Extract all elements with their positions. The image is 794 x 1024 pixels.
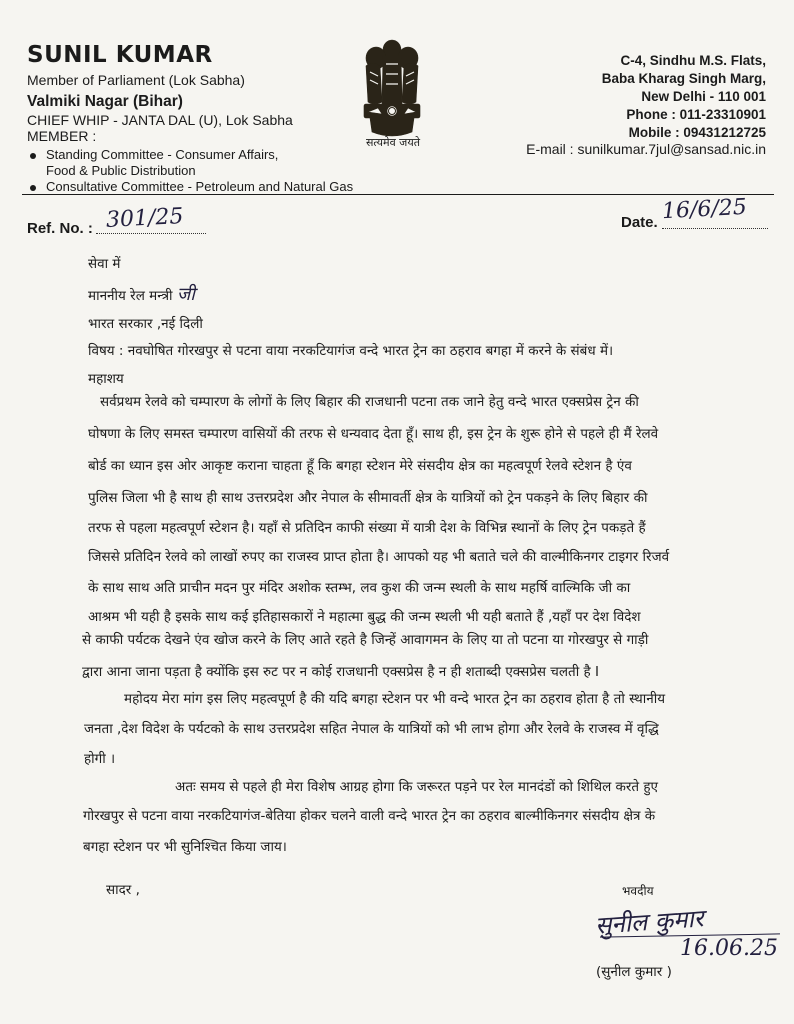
address-line: New Delhi - 110 001 xyxy=(641,89,766,104)
yours-faithfully: भवदीय xyxy=(622,884,654,898)
email-line: E-mail : sunilkumar.7jul@sansad.nic.in xyxy=(526,141,766,157)
signature-date: 16.06.25 xyxy=(680,936,778,961)
signature: सुनील कुमार xyxy=(594,904,705,940)
greeting: महाशय xyxy=(88,371,124,387)
member-label: MEMBER : xyxy=(27,128,97,144)
mobile-line: Mobile : 09431212725 xyxy=(628,125,766,140)
paragraph-line: गोरखपुर से पटना वाया नरकटियागंज-बेतिया होकर चलने वाली वन्दे भारत ट्रेन का ठहराव बाल्मीकिनगर संसदीय क्षेत्र के xyxy=(83,808,656,824)
paragraph-line: अतः समय से पहले ही मेरा विशेष आग्रह होगा कि जरूरत पड़ने पर रेल मानदंडों को शिथिल करते हुए xyxy=(175,779,659,795)
committee-item-cont: Food & Public Distribution xyxy=(46,163,196,178)
paragraph-line: आश्रम भी यही है इसके साथ कई इतिहासकारों ने महात्मा बुद्ध की जन्म स्थली भी यही बताते हैं ,यहाँ पर देश विदेश xyxy=(88,609,641,625)
phone-line: Phone : 011-23310901 xyxy=(626,107,766,122)
letterhead-divider xyxy=(22,194,774,195)
paragraph-line: घोषणा के लिए समस्त चम्पारण वासियों की तरफ से धन्यवाद देता हूँ। साथ ही, इस ट्रेन के शुरू होने से पहले ही मैं रेलवे xyxy=(88,426,659,442)
paragraph-line: पुलिस जिला भी है साथ ही साथ उत्तरप्रदेश और नेपाल के सीमावर्ती क्षेत्र के यात्रियों को ट्रेन पकड़ने के लिए बिहार की xyxy=(88,490,648,506)
sender-name: SUNIL KUMAR xyxy=(27,42,213,68)
recipient-line: माननीय रेल मन्त्री जी xyxy=(88,284,195,305)
paragraph-line: द्वारा आना जाना पड़ता है क्योंकि इस रुट पर न कोई राजधानी एक्सप्रेस है न ही शताब्दी एक्सप्रेस चलती है I xyxy=(82,664,599,680)
salutation-to: सेवा में xyxy=(88,256,121,272)
recipient-government: भारत सरकार ,नई दिली xyxy=(88,316,203,332)
paragraph-line: जिससे प्रतिदिन रेलवे को लाखों रुपए का राजस्व प्राप्त होता है। आपको यह भी बताते चले की वाल्मीकिनगर टाइगर रिजर्व xyxy=(88,549,670,565)
sender-designation: Member of Parliament (Lok Sabha) xyxy=(27,72,245,88)
emblem-motto: सत्यमेव जयते xyxy=(365,136,420,149)
paragraph-line: महोदय मेरा मांग इस लिए महत्वपूर्ण है की यदि बगहा स्टेशन पर भी वन्दे भारत ट्रेन का ठहराव होता है तो स्थानीय xyxy=(124,691,666,707)
date-dotted-line xyxy=(662,228,768,229)
address-line: C-4, Sindhu M.S. Flats, xyxy=(620,53,766,68)
paragraph-line: के साथ साथ अति प्राचीन मदन पुर मंदिर अशोक स्तम्भ, लव कुश की जन्म स्थली के साथ महर्षि वाल्मिकि जी का xyxy=(88,580,631,596)
paragraph-line: से काफी पर्यटक देखने एंव खोज करने के लिए आते रहते है जिन्हें आवागमन के लिए या तो पटना या गोरखपुर से गाड़ी xyxy=(82,632,649,648)
paragraph-line: होगी । xyxy=(84,751,116,767)
national-emblem-icon xyxy=(352,32,432,150)
paragraph-line: सर्वप्रथम रेलवे को चम्पारण के लोगों के लिए बिहार की राजधानी पटना तक जाने हेतु वन्दे भारत एक्सप्रेस ट्रेन की xyxy=(100,394,639,410)
paragraph-line: बगहा स्टेशन पर भी सुनिश्चित किया जाय। xyxy=(83,839,287,855)
date-label: Date. xyxy=(621,214,658,231)
bullet-icon xyxy=(30,185,36,191)
ref-number: 301/25 xyxy=(105,203,185,234)
committee-item: Standing Committee - Consumer Affairs, xyxy=(30,147,278,162)
paragraph-line: बोर्ड का ध्यान इस ओर आकृष्ट कराना चाहता हूँ कि बगहा स्टेशन मेरे संसदीय क्षेत्र का महत्वपूर्ण रेलवे स्टेशन है एंव xyxy=(88,458,632,474)
paragraph-line: तरफ से पहला महत्वपूर्ण स्टेशन है। यहाँ से प्रतिदिन काफी संख्या में यात्री देश के विभिन्न स्थानों के लिए ट्रेन पकड़ते हैं xyxy=(88,520,646,536)
sender-chief-whip: CHIEF WHIP - JANTA DAL (U), Lok Sabha xyxy=(27,112,293,128)
bullet-icon xyxy=(30,153,36,159)
ref-label: Ref. No. : xyxy=(27,220,93,237)
date-value: 16/6/25 xyxy=(661,194,748,225)
ref-dotted-line xyxy=(96,233,206,234)
address-line: Baba Kharag Singh Marg, xyxy=(601,71,766,86)
sender-constituency: Valmiki Nagar (Bihar) xyxy=(27,93,183,110)
subject-line: विषय : नवघोषित गोरखपुर से पटना वाया नरकटियागंज वन्दे भारत ट्रेन का ठहराव बगहा में करने के संबंध में। xyxy=(88,343,614,359)
paragraph-line: जनता ,देश विदेश के पर्यटको के साथ उत्तरप्रदेश सहित नेपाल के यात्रियों को भी लाभ होगा और रेलवे के राजस्व में वृद्धि xyxy=(84,721,659,737)
printed-name: (सुनील कुमार ) xyxy=(596,964,672,980)
recipient-ji: जी xyxy=(176,284,195,305)
committee-item: Consultative Committee - Petroleum and Natural Gas xyxy=(30,179,353,194)
closing: सादर , xyxy=(106,882,140,898)
